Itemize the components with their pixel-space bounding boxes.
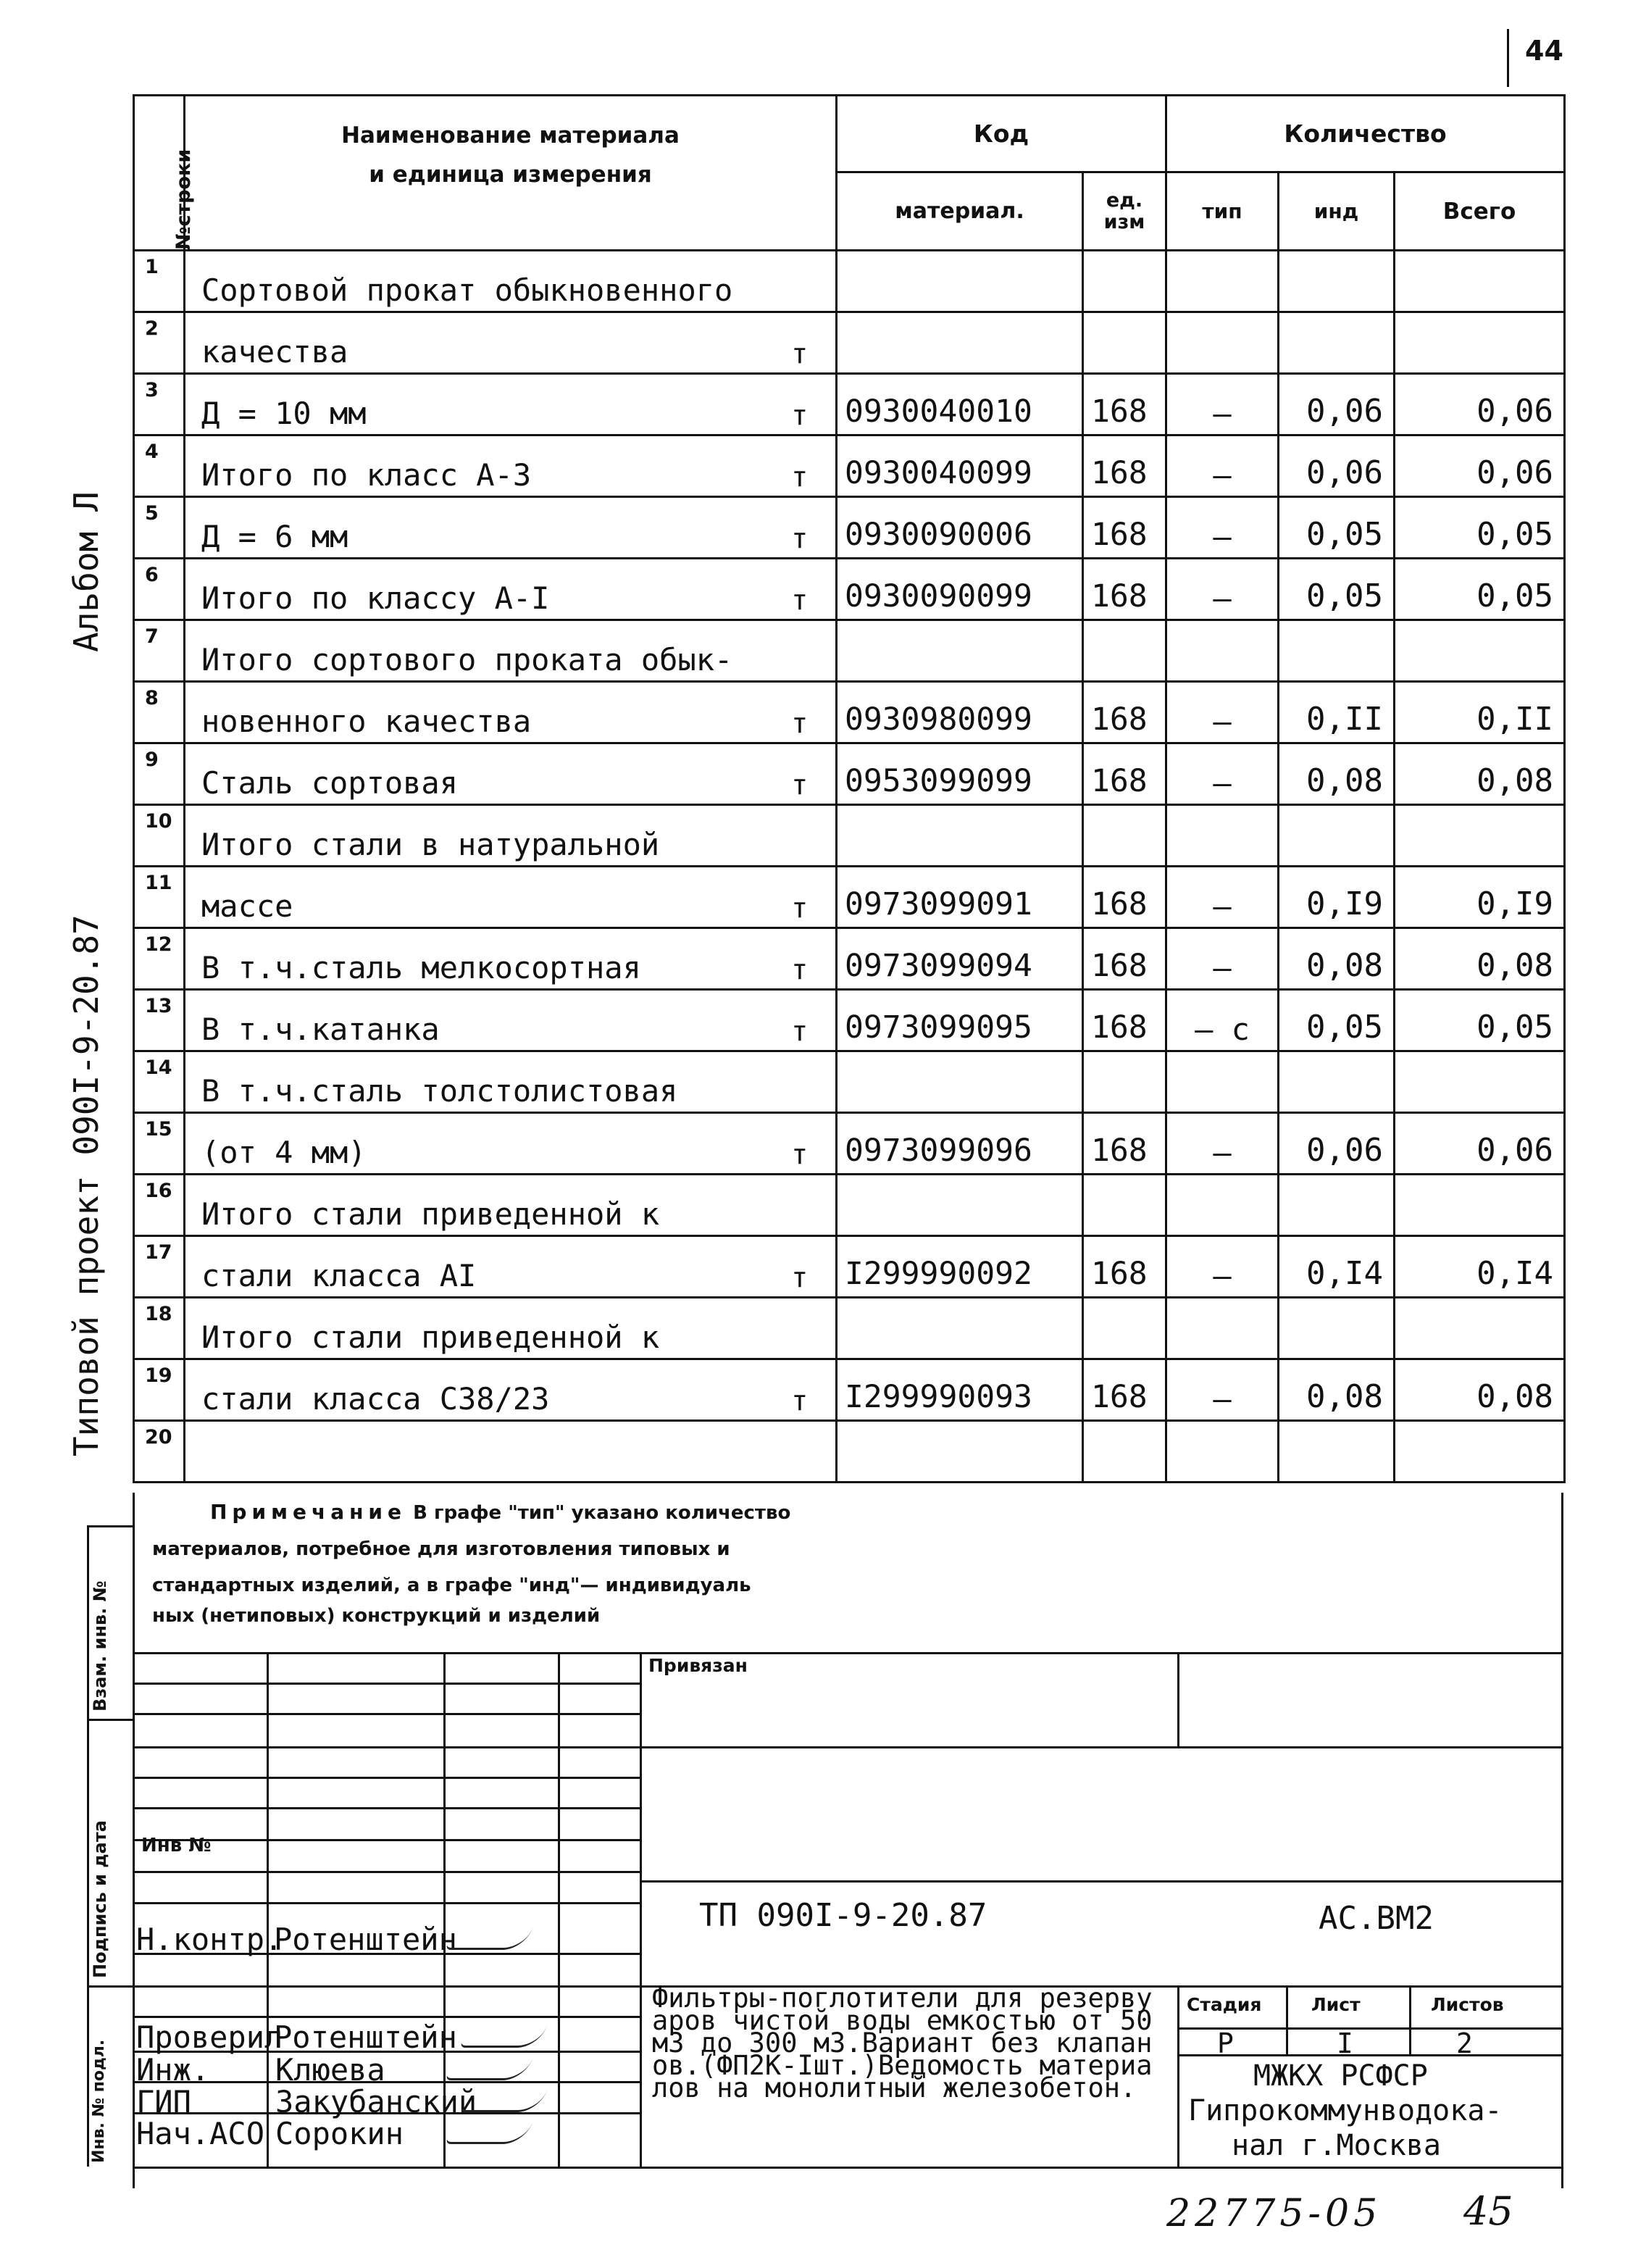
cell-n: 15	[134, 1113, 185, 1175]
drawing-description: Фильтры-поглотители для резервуаров чистой воды емкостью от 50 м3 до 300 м3.Вариант без клапанов.(ФП2К-Iшт.)Ведомость материалов на монолитный железобетон.	[652, 1983, 1153, 2104]
role-person: Закубанский	[275, 2084, 477, 2119]
header-code: Код	[837, 96, 1166, 172]
cell-code: 0973099094	[837, 928, 1083, 990]
cell-total: 0,08	[1395, 1359, 1565, 1421]
stamp-col-1	[267, 1652, 269, 2167]
table-row	[134, 1175, 1565, 1236]
cell-unit: т	[764, 867, 837, 928]
cell-unit	[764, 805, 837, 867]
cell-total	[1395, 805, 1565, 867]
cell-unit: т	[764, 1359, 837, 1421]
cell-type: –	[1166, 1113, 1279, 1175]
cell-unit	[764, 251, 837, 312]
table-row	[134, 497, 1565, 559]
stamp-left-line-5	[133, 1807, 640, 1809]
cell-code: 0953099099	[837, 743, 1083, 805]
cell-n: 2	[134, 312, 185, 374]
table-row	[134, 990, 1565, 1051]
cell-name: качества	[185, 312, 764, 374]
signature-mark	[459, 2025, 547, 2048]
table-row	[134, 867, 1565, 928]
cell-type: –	[1166, 743, 1279, 805]
header-row-no-label: №строки	[172, 149, 195, 250]
cell-name: Итого стали в натуральной	[185, 805, 764, 867]
cell-measure	[1083, 1051, 1166, 1113]
table-row	[134, 805, 1565, 867]
cell-name: Итого по класс А-3	[185, 435, 764, 497]
cell-ind	[1279, 620, 1395, 682]
cell-total	[1395, 1298, 1565, 1359]
cell-code	[837, 1051, 1083, 1113]
cell-name: Сталь сортовая	[185, 743, 764, 805]
cell-code	[837, 1175, 1083, 1236]
role-title: Н.контр.	[136, 1922, 283, 1957]
note-line1: В графе "тип" указано количество	[413, 1502, 791, 1524]
cell-n: 18	[134, 1298, 185, 1359]
org-line3: нал г.Москва	[1232, 2129, 1441, 2162]
cell-name: (от 4 мм)	[185, 1113, 764, 1175]
cell-code	[837, 805, 1083, 867]
stamp-mid-line	[640, 1880, 1563, 1883]
cell-type: –	[1166, 867, 1279, 928]
cell-measure	[1083, 620, 1166, 682]
cell-ind: 0,06	[1279, 435, 1395, 497]
cell-total	[1395, 1175, 1565, 1236]
cell-name: Д = 6 мм	[185, 497, 764, 559]
role-person: Ротенштейн	[274, 2019, 457, 2055]
cell-ind	[1279, 251, 1395, 312]
materials-table	[133, 94, 1566, 1483]
cell-unit: т	[764, 682, 837, 743]
table-row	[134, 1421, 1565, 1483]
header-name-line2: и единица измерения	[369, 162, 652, 188]
header-name	[185, 96, 837, 251]
cell-unit: т	[764, 312, 837, 374]
cell-measure	[1083, 312, 1166, 374]
role-title: Инж.	[136, 2052, 210, 2088]
stamp-col-5	[1177, 1652, 1179, 1746]
cell-unit: т	[764, 1236, 837, 1298]
cell-total: 0,06	[1395, 1113, 1565, 1175]
cell-total: 0,05	[1395, 497, 1565, 559]
stage-value: Р	[1217, 2027, 1234, 2059]
table-row	[134, 1051, 1565, 1113]
footer-page: 45	[1463, 2188, 1513, 2234]
cell-ind: 0,05	[1279, 990, 1395, 1051]
sheet-value: I	[1337, 2027, 1353, 2059]
stamp-col-4	[640, 1652, 642, 2167]
cell-type: –	[1166, 435, 1279, 497]
table-row	[134, 374, 1565, 435]
table-row	[134, 312, 1565, 374]
cell-measure: 168	[1083, 435, 1166, 497]
cell-unit: т	[764, 990, 837, 1051]
cell-code	[837, 1421, 1083, 1483]
cell-measure: 168	[1083, 1236, 1166, 1298]
table-row	[134, 1298, 1565, 1359]
stage-label: Стадия	[1187, 1994, 1262, 2015]
note-line2: материалов, потребное для изготовления типовых и	[152, 1538, 730, 1560]
cell-name: В т.ч.катанка	[185, 990, 764, 1051]
cell-total: 0,II	[1395, 682, 1565, 743]
stamp-left-line-2	[133, 1713, 640, 1715]
cell-code: 0930090006	[837, 497, 1083, 559]
cell-measure	[1083, 805, 1166, 867]
cell-measure: 168	[1083, 682, 1166, 743]
strip-line-3	[87, 1985, 133, 1988]
cell-total: 0,I9	[1395, 867, 1565, 928]
cell-total: 0,I4	[1395, 1236, 1565, 1298]
cell-measure	[1083, 251, 1166, 312]
cell-ind: 0,08	[1279, 743, 1395, 805]
cell-unit: т	[764, 1113, 837, 1175]
cell-ind	[1279, 312, 1395, 374]
cell-n: 17	[134, 1236, 185, 1298]
stamp-left-line-8	[133, 1902, 640, 1904]
cell-type	[1166, 1421, 1279, 1483]
cell-ind: 0,06	[1279, 374, 1395, 435]
cell-total: 0,05	[1395, 559, 1565, 620]
stamp-col-3	[558, 1652, 560, 2167]
stage-grid-col-2	[1409, 1985, 1411, 2054]
cell-n: 11	[134, 867, 185, 928]
cell-measure	[1083, 1298, 1166, 1359]
cell-code: 0973099096	[837, 1113, 1083, 1175]
header-row-no	[134, 96, 195, 251]
cell-unit: т	[764, 743, 837, 805]
cell-unit: т	[764, 559, 837, 620]
role-person: Сорокин	[275, 2116, 404, 2151]
cell-unit	[764, 620, 837, 682]
cell-code: 0973099095	[837, 990, 1083, 1051]
cell-ind: 0,I4	[1279, 1236, 1395, 1298]
strip-line-1	[87, 1525, 133, 1527]
stamp-bottom-line	[133, 2167, 1563, 2169]
cell-unit	[764, 1298, 837, 1359]
cell-type: –	[1166, 1359, 1279, 1421]
cell-measure	[1083, 1421, 1166, 1483]
note-title: Примечание	[210, 1500, 407, 1524]
cell-ind: 0,II	[1279, 682, 1395, 743]
cell-n: 3	[134, 374, 185, 435]
cell-name: Итого стали приведенной к	[185, 1175, 764, 1236]
cell-code	[837, 251, 1083, 312]
cell-n: 10	[134, 805, 185, 867]
cell-name: Итого по классу А-I	[185, 559, 764, 620]
stamp-left-line-3	[133, 1746, 1563, 1748]
cell-total: 0,08	[1395, 743, 1565, 805]
cell-total: 0,06	[1395, 435, 1565, 497]
table-row	[134, 435, 1565, 497]
cell-unit	[764, 1051, 837, 1113]
cell-ind: 0,06	[1279, 1113, 1395, 1175]
archive-number: 22775-05	[1166, 2192, 1382, 2235]
cell-code: 0973099091	[837, 867, 1083, 928]
album-label: Альбом Л	[67, 491, 106, 652]
right-frame-line	[1561, 1493, 1563, 2188]
cell-code: I299990092	[837, 1236, 1083, 1298]
cell-name: стали класса АI	[185, 1236, 764, 1298]
sheets-value: 2	[1456, 2027, 1473, 2059]
note-line3: стандартных изделий, а в графе "инд"— индивидуаль	[152, 1575, 751, 1596]
cell-name	[185, 1421, 764, 1483]
cell-n: 16	[134, 1175, 185, 1236]
header-name-line1: Наименование материала	[341, 122, 680, 149]
stamp-left-line-4	[133, 1777, 640, 1779]
role-title: ГИП	[136, 2084, 191, 2119]
role-person: Клюева	[275, 2052, 385, 2088]
signature-mark	[445, 2058, 532, 2080]
cell-type: –	[1166, 374, 1279, 435]
cell-code: 0930040099	[837, 435, 1083, 497]
cell-n: 8	[134, 682, 185, 743]
cell-ind	[1279, 1051, 1395, 1113]
cell-code: I299990093	[837, 1359, 1083, 1421]
cell-n: 6	[134, 559, 185, 620]
cell-ind: 0,08	[1279, 1359, 1395, 1421]
cell-measure: 168	[1083, 374, 1166, 435]
cell-n: 1	[134, 251, 185, 312]
cell-ind	[1279, 1421, 1395, 1483]
role-title: Проверил	[136, 2019, 283, 2055]
privyazan-label: Привязан	[648, 1655, 748, 1676]
table-row	[134, 251, 1565, 312]
cell-unit: т	[764, 928, 837, 990]
stamp-col-6	[1177, 1985, 1179, 2167]
cell-code: 0930090099	[837, 559, 1083, 620]
org-line1: МЖКХ РСФСР	[1253, 2059, 1428, 2093]
cell-code	[837, 620, 1083, 682]
stamp-top-line	[133, 1652, 1563, 1654]
cell-unit: т	[764, 497, 837, 559]
cell-n: 19	[134, 1359, 185, 1421]
table-row	[134, 1236, 1565, 1298]
table-row	[134, 682, 1565, 743]
cell-ind	[1279, 805, 1395, 867]
role-person: Ротенштейн	[274, 1922, 457, 1957]
cell-name: Д = 10 мм	[185, 374, 764, 435]
cell-ind: 0,08	[1279, 928, 1395, 990]
inv-no-label: Инв №	[141, 1835, 212, 1856]
cell-type	[1166, 620, 1279, 682]
table-row	[134, 620, 1565, 682]
cell-measure: 168	[1083, 497, 1166, 559]
stage-grid-col-1	[1286, 1985, 1288, 2054]
cell-name: новенного качества	[185, 682, 764, 743]
signature-mark	[445, 2122, 532, 2144]
signature-mark	[445, 1927, 532, 1950]
page-number-box	[1507, 29, 1582, 87]
note	[152, 1494, 1022, 1628]
cell-code	[837, 312, 1083, 374]
header-qty-ind: инд	[1279, 172, 1395, 251]
cell-total	[1395, 1421, 1565, 1483]
cell-n: 14	[134, 1051, 185, 1113]
cell-measure: 168	[1083, 1113, 1166, 1175]
cell-type: –	[1166, 1236, 1279, 1298]
project-code: ТП 090I-9-20.87	[699, 1897, 987, 1934]
org-line2: Гипрокоммунводока-	[1188, 2094, 1503, 2127]
cell-n: 5	[134, 497, 185, 559]
cell-name: массе	[185, 867, 764, 928]
cell-n: 9	[134, 743, 185, 805]
cell-unit	[764, 1421, 837, 1483]
cell-type	[1166, 251, 1279, 312]
project-side-label: Типовой проект 090I-9-20.87	[67, 914, 106, 1456]
cell-type: –	[1166, 497, 1279, 559]
sheet-label: Лист	[1311, 1994, 1361, 2015]
header-qty-total: Всего	[1395, 172, 1565, 251]
cell-code: 0930040010	[837, 374, 1083, 435]
cell-measure: 168	[1083, 867, 1166, 928]
cell-ind: 0,I9	[1279, 867, 1395, 928]
cell-n: 20	[134, 1421, 185, 1483]
cell-measure: 168	[1083, 1359, 1166, 1421]
cell-type: –	[1166, 559, 1279, 620]
strip-line-2	[87, 1719, 133, 1721]
stamp-left-line-1	[133, 1683, 640, 1685]
cell-measure: 168	[1083, 743, 1166, 805]
cell-name: Итого стали приведенной к	[185, 1298, 764, 1359]
strip-vzam: Взам. инв. №	[90, 1580, 110, 1712]
cell-ind: 0,05	[1279, 497, 1395, 559]
cell-type	[1166, 1298, 1279, 1359]
stage-grid-line-2	[1177, 2054, 1561, 2056]
signature-mark	[459, 2090, 547, 2112]
cell-n: 7	[134, 620, 185, 682]
table-row	[134, 743, 1565, 805]
cell-total	[1395, 251, 1565, 312]
header-code-material: материал.	[837, 172, 1083, 251]
cell-total: 0,05	[1395, 990, 1565, 1051]
stamp-left-line-11	[133, 2016, 640, 2018]
sheet-code: АС.ВМ2	[1319, 1900, 1434, 1937]
cell-type: –	[1166, 928, 1279, 990]
cell-unit: т	[764, 435, 837, 497]
cell-code	[837, 1298, 1083, 1359]
cell-name: В т.ч.сталь толстолистовая	[185, 1051, 764, 1113]
cell-n: 12	[134, 928, 185, 990]
cell-name: стали класса С38/23	[185, 1359, 764, 1421]
note-line4: ных (нетиповых) конструкций и изделий	[152, 1605, 601, 1627]
stamp-left-line-7	[133, 1871, 640, 1873]
cell-type	[1166, 1051, 1279, 1113]
cell-total	[1395, 312, 1565, 374]
strip-podpis: Подпись и дата	[90, 1820, 110, 1978]
cell-n: 13	[134, 990, 185, 1051]
cell-measure: 168	[1083, 559, 1166, 620]
sheets-label: Листов	[1431, 1994, 1504, 2015]
cell-total	[1395, 620, 1565, 682]
cell-total: 0,06	[1395, 374, 1565, 435]
cell-total: 0,08	[1395, 928, 1565, 990]
cell-type	[1166, 1175, 1279, 1236]
cell-ind	[1279, 1175, 1395, 1236]
table-row	[134, 1113, 1565, 1175]
stage-grid-line-1	[1177, 2027, 1561, 2030]
table-row	[134, 1359, 1565, 1421]
cell-measure	[1083, 1175, 1166, 1236]
cell-code: 0930980099	[837, 682, 1083, 743]
role-title: Нач.АСО	[136, 2116, 265, 2151]
strip-inv-podl: Инв. № подл.	[90, 2039, 108, 2163]
table-row	[134, 559, 1565, 620]
cell-name: В т.ч.сталь мелкосортная	[185, 928, 764, 990]
page-number: 44	[1525, 35, 1563, 67]
cell-measure: 168	[1083, 990, 1166, 1051]
cell-type	[1166, 805, 1279, 867]
cell-n: 4	[134, 435, 185, 497]
table-row	[134, 928, 1565, 990]
cell-total	[1395, 1051, 1565, 1113]
cell-type: – с	[1166, 990, 1279, 1051]
cell-type	[1166, 312, 1279, 374]
cell-name: Сортовой прокат обыкновенного	[185, 251, 764, 312]
cell-ind	[1279, 1298, 1395, 1359]
cell-unit: т	[764, 374, 837, 435]
header-quantity: Количество	[1166, 96, 1565, 172]
cell-unit	[764, 1175, 837, 1236]
header-code-unit: ед. изм	[1083, 172, 1166, 251]
strip-line	[87, 1525, 89, 2167]
cell-type: –	[1166, 682, 1279, 743]
cell-ind: 0,05	[1279, 559, 1395, 620]
header-qty-type: тип	[1166, 172, 1279, 251]
cell-measure: 168	[1083, 928, 1166, 990]
cell-name: Итого сортового проката обык-	[185, 620, 764, 682]
